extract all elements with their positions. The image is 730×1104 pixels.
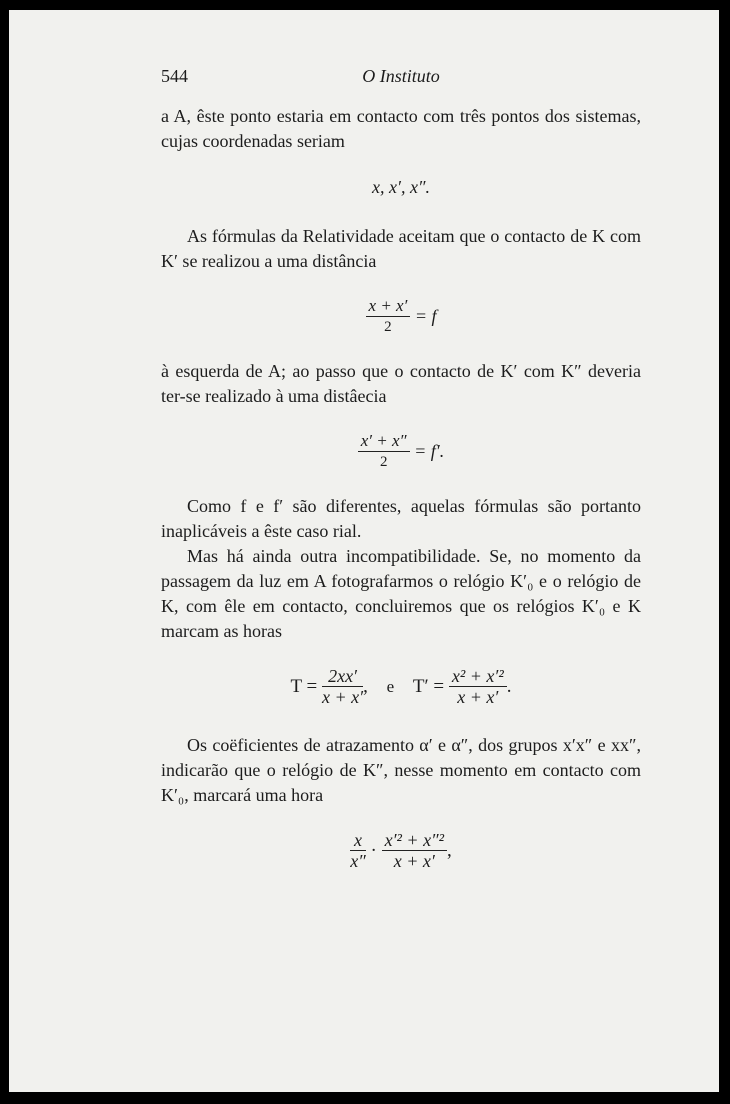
fraction-numerator: x² + x′² — [449, 666, 507, 687]
period: . — [506, 676, 512, 697]
paragraph-4: Como f e f′ são diferentes, aquelas fórmulas são portanto inaplicáveis a êste caso rial. — [161, 496, 641, 541]
fraction-denominator: 2 — [384, 319, 392, 335]
paragraph-6: Os coëficientes de atrazamento α′ e α″, dos grupos x′x″ e xx″, indicarão que o relógio de K″, nesse momento em contacto com K′₀, marcará uma hora — [161, 735, 641, 805]
fraction-numerator: x — [350, 830, 366, 851]
equation-hour — [161, 830, 641, 871]
equation-times — [161, 666, 641, 707]
paragraph-2: As fórmulas da Relatividade aceitam que o contacto de K com K′ se realizou a uma distância — [161, 226, 641, 271]
paragraph-3: à esquerda de A; ao passo que o contacto de K′ com K″ deveria ter-se realizado à uma distâecia — [161, 361, 641, 406]
fraction-denominator: x″ — [350, 851, 366, 871]
equation-rhs: = f — [414, 306, 437, 326]
fraction — [350, 830, 366, 871]
paragraph-1: a A, êste ponto estaria em contacto com três pontos dos sistemas, cujas coordenadas seriam — [161, 106, 641, 151]
conjunction: e — [386, 677, 395, 696]
paragraph-5: Mas há ainda outra incompatibilidade. Se, no momento da passagem da luz em A fotografarmos o relógio K′₀ e o relógio de K, com êle em contacto, concluiremos que os relógios K′₀ e K marcam as horas — [161, 546, 641, 641]
fraction-numerator: 2xx′ — [322, 666, 363, 687]
fraction-denominator: x + x′ — [322, 687, 364, 707]
multiplication-dot: · — [370, 840, 377, 861]
fraction — [366, 296, 411, 337]
fraction-denominator: x + x′ — [393, 851, 435, 871]
fraction-numerator: x′ + x″ — [358, 431, 410, 452]
equation-lhs-t: T = — [290, 676, 318, 697]
page-body — [161, 104, 641, 893]
page-header — [161, 66, 641, 92]
fraction — [382, 830, 447, 871]
page-number: 544 — [161, 66, 188, 86]
fraction-denominator: x + x′ — [457, 687, 499, 707]
comma: , — [363, 676, 368, 697]
fraction — [358, 431, 410, 472]
fraction-numerator: x + x′ — [366, 296, 411, 317]
coordinates-equation: x, x′, x″. — [372, 177, 430, 197]
book-page — [9, 10, 719, 1092]
equation-lhs-t-prime: T′ = — [412, 676, 445, 697]
fraction-denominator: 2 — [379, 454, 388, 470]
comma: , — [446, 840, 452, 861]
equation-rhs: = f′. — [414, 441, 445, 461]
equation-f — [161, 296, 641, 337]
fraction — [449, 666, 507, 707]
fraction-numerator: x′² + x″² — [382, 830, 447, 851]
running-title: O Instituto — [362, 66, 440, 86]
equation-f-prime — [161, 431, 641, 472]
fraction — [322, 666, 363, 707]
